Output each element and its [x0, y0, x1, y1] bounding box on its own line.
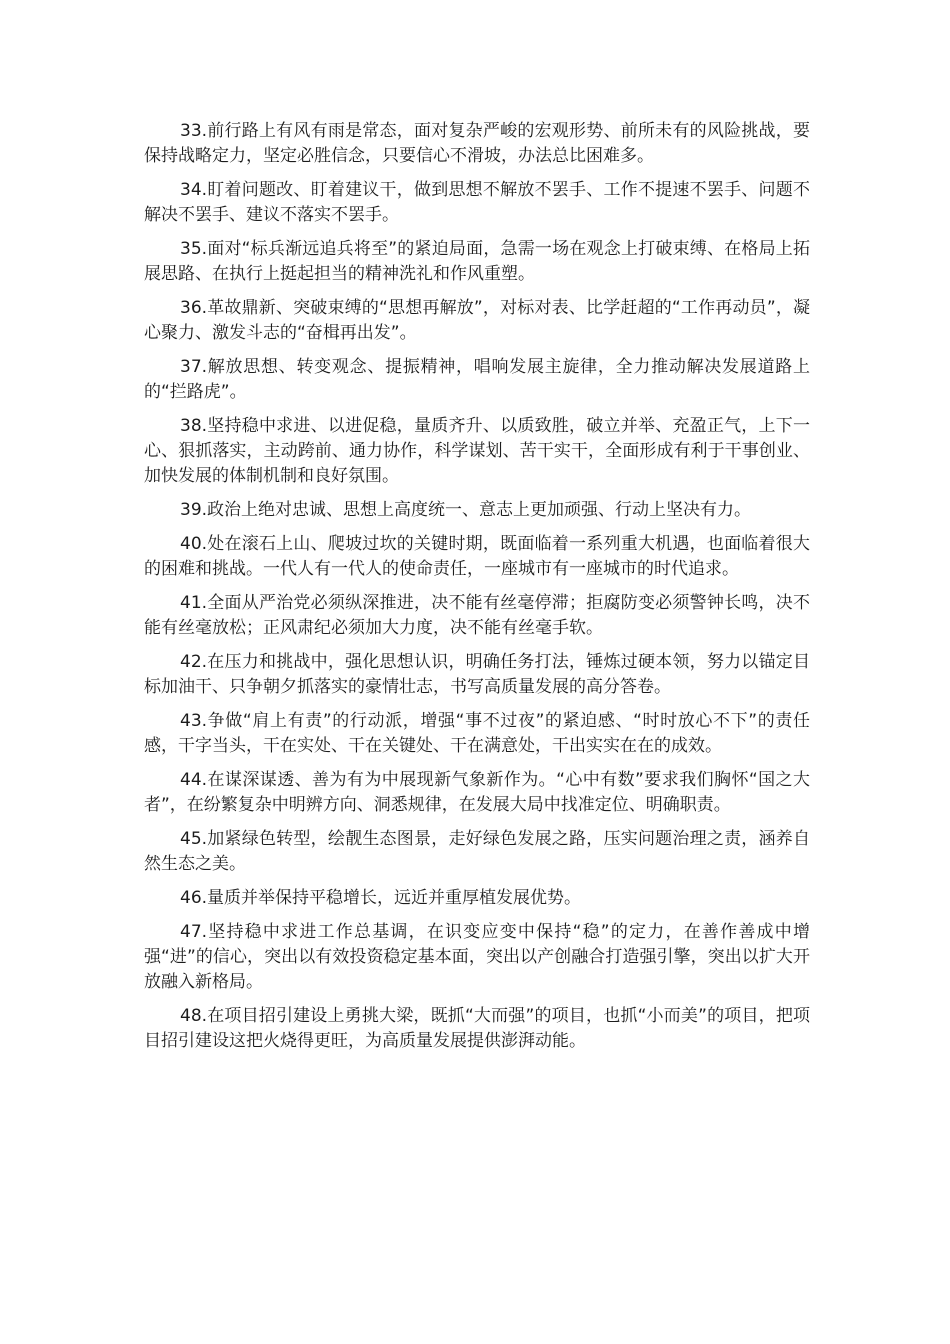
- paragraph-39: 39.政治上绝对忠诚、思想上高度统一、意志上更加顽强、行动上坚决有力。: [180, 500, 752, 520]
- paragraph-44: 44.在谋深谋透、善为有为中展现新气象新作为。“心中有数”要求我们胸怀“国之大者”，在纷繁复杂中明辨方向、洞悉规律，在发展大局中找准定位、明确职责。: [144, 770, 810, 815]
- paragraph-37: 37.解放思想、转变观念、提振精神，唱响发展主旋律，全力推动解决发展道路上的“拦路虎”。: [144, 357, 810, 402]
- paragraph-42: 42.在压力和挑战中，强化思想认识，明确任务打法，锤炼过硬本领，努力以锚定目标加油干、只争朝夕抓落实的豪情壮志，书写高质量发展的高分答卷。: [144, 652, 810, 697]
- paragraph-35: 35.面对“标兵渐远追兵将至”的紧迫局面，急需一场在观念上打破束缚、在格局上拓展思路、在执行上挺起担当的精神洗礼和作风重塑。: [144, 239, 810, 284]
- paragraph-48: 48.在项目招引建设上勇挑大梁，既抓“大而强”的项目，也抓“小而美”的项目，把项目招引建设这把火烧得更旺，为高质量发展提供澎湃动能。: [144, 1006, 810, 1051]
- paragraph-47: 47.坚持稳中求进工作总基调，在识变应变中保持“稳”的定力，在善作善成中增强“进”的信心，突出以有效投资稳定基本面，突出以产创融合打造强引擎，突出以扩大开放融入新格局。: [144, 922, 810, 992]
- paragraph-40: 40.处在滚石上山、爬坡过坎的关键时期，既面临着一系列重大机遇，也面临着很大的困难和挑战。一代人有一代人的使命责任，一座城市有一座城市的时代追求。: [144, 534, 810, 579]
- paragraph-46: 46.量质并举保持平稳增长，远近并重厚植发展优势。: [180, 888, 582, 908]
- paragraph-45: 45.加紧绿色转型，绘靓生态图景，走好绿色发展之路，压实问题治理之责，涵养自然生态之美。: [144, 829, 810, 874]
- paragraph-36: 36.革故鼎新、突破束缚的“思想再解放”，对标对表、比学赶超的“工作再动员”，凝心聚力、激发斗志的“奋楫再出发”。: [144, 298, 810, 343]
- paragraph-33: 33.前行路上有风有雨是常态，面对复杂严峻的宏观形势、前所未有的风险挑战，要保持战略定力，坚定必胜信念，只要信心不滑坡，办法总比困难多。: [144, 121, 810, 166]
- document-page: [144, 119, 810, 1063]
- paragraph-41: 41.全面从严治党必须纵深推进，决不能有丝毫停滞；拒腐防变必须警钟长鸣，决不能有丝毫放松；正风肃纪必须加大力度，决不能有丝毫手软。: [144, 593, 810, 638]
- paragraph-43: 43.争做“肩上有责”的行动派，增强“事不过夜”的紧迫感、“时时放心不下”的责任感，干字当头，干在实处、干在关键处、干在满意处，干出实实在在的成效。: [144, 711, 810, 756]
- paragraph-34: 34.盯着问题改、盯着建议干，做到思想不解放不罢手、工作不提速不罢手、问题不解决不罢手、建议不落实不罢手。: [144, 180, 810, 225]
- paragraph-38: 38.坚持稳中求进、以进促稳，量质齐升、以质致胜，破立并举、充盈正气，上下一心、狠抓落实，主动跨前、通力协作，科学谋划、苦干实干，全面形成有利于干事创业、加快发展的体制机制和良好氛围。: [144, 416, 810, 486]
